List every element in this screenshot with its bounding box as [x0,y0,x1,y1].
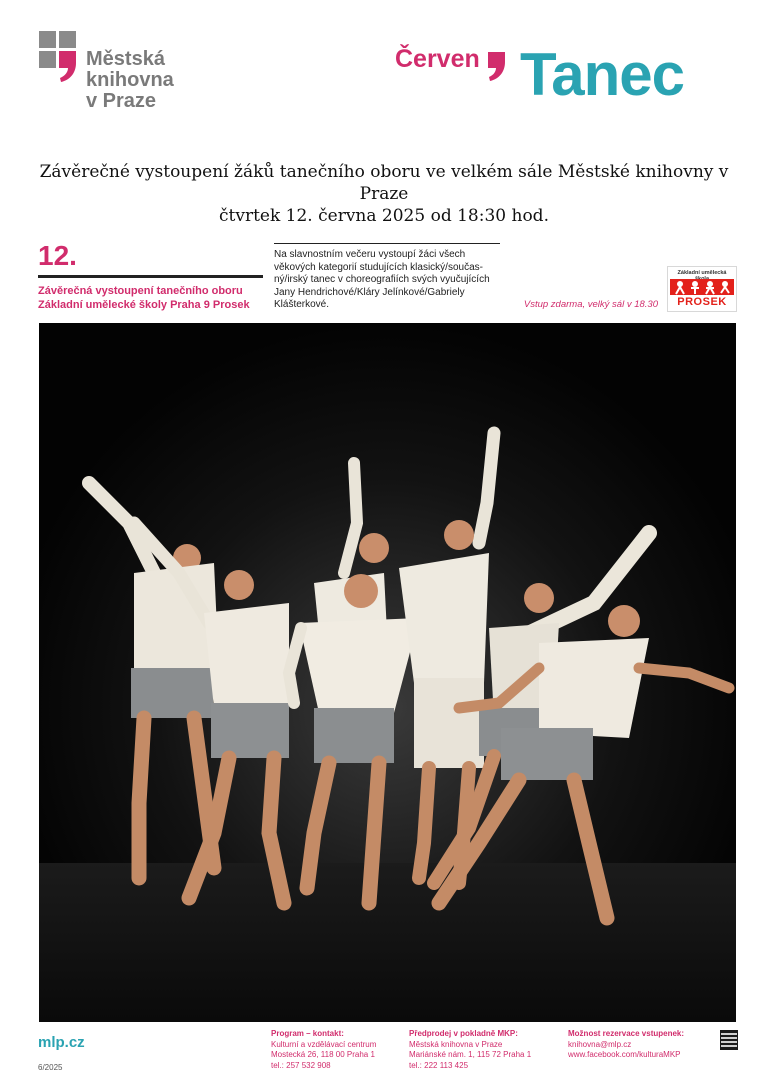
entry-info: Vstup zdarma, velký sál v 18.30 [523,299,658,310]
category-title: Tanec [520,41,684,108]
school-logo-name: PROSEK [677,296,727,308]
footer-line: tel.: 257 532 908 [271,1060,331,1070]
description-line: Klášterkové. [274,299,330,310]
dance-photo [39,323,736,1022]
event-title-line: Závěrečná vystoupení tanečního oboru [38,285,243,297]
library-logo-mark [39,31,77,83]
logo-comma-icon [59,51,77,83]
footer-facebook-link[interactable]: www.facebook.com/kulturaMKP [568,1050,681,1059]
event-title [38,284,278,312]
event-title-line: Základní umělecké školy Praha 9 Prosek [38,299,250,311]
footer-line: Městská knihovna v Praze [409,1039,503,1049]
description-line: věkových kategorií studujících klasický/součas- [274,261,483,273]
logo-line: Městská [86,48,165,70]
school-logo [667,266,737,312]
description-line: Jany Hendrichové/Kláry Jelínkové/Gabriely [274,286,465,298]
description-line: Na slavnostním večeru vystoupí žáci všech [274,249,466,260]
month-label: Červen [395,45,480,73]
event-day: 12. [38,240,77,271]
school-logo-band [670,279,734,295]
issue-number: 6/2025 [38,1063,63,1072]
footer-reservation [568,1029,684,1061]
school-logo-caption: Základní umělecká [677,270,727,276]
footer-line: Mostecká 26, 118 00 Praha 1 [271,1050,375,1059]
event-description [274,249,506,312]
footer-line: Mariánské nám. 1, 115 72 Praha 1 [409,1050,532,1059]
comma-icon [486,52,506,82]
website-link[interactable]: mlp.cz [38,1034,85,1051]
headline-line: Závěrečné vystoupení žáků tanečního oboru ve velkém sále Městské knihovny v Praze [39,162,729,204]
description-line: ný/irský tanec v choreografiích svých vyučujících [274,274,490,285]
performers-icon [670,279,734,295]
footer-heading: Možnost rezervace vstupenek: [568,1029,685,1038]
footer-line: Kulturní a vzdělávací centrum [271,1039,377,1049]
headline [20,161,748,227]
logo-line: v Praze [86,90,157,112]
footer-presale [409,1029,531,1071]
dancers-illustration [39,323,736,1022]
footer-email[interactable]: knihovna@mlp.cz [568,1039,632,1049]
divider [274,243,500,244]
divider [38,275,263,278]
logo-line: knihovna [86,69,174,91]
footer-heading: Program – kontakt: [271,1029,344,1038]
footer-line: tel.: 222 113 425 [409,1060,469,1070]
library-logo-text [86,49,174,112]
headline-date: čtvrtek 12. června 2025 od 18:30 hod. [219,206,549,226]
footer-contact [271,1029,376,1071]
city-logo-icon [720,1030,738,1050]
footer-heading: Předprodej v pokladně MKP: [409,1029,518,1038]
